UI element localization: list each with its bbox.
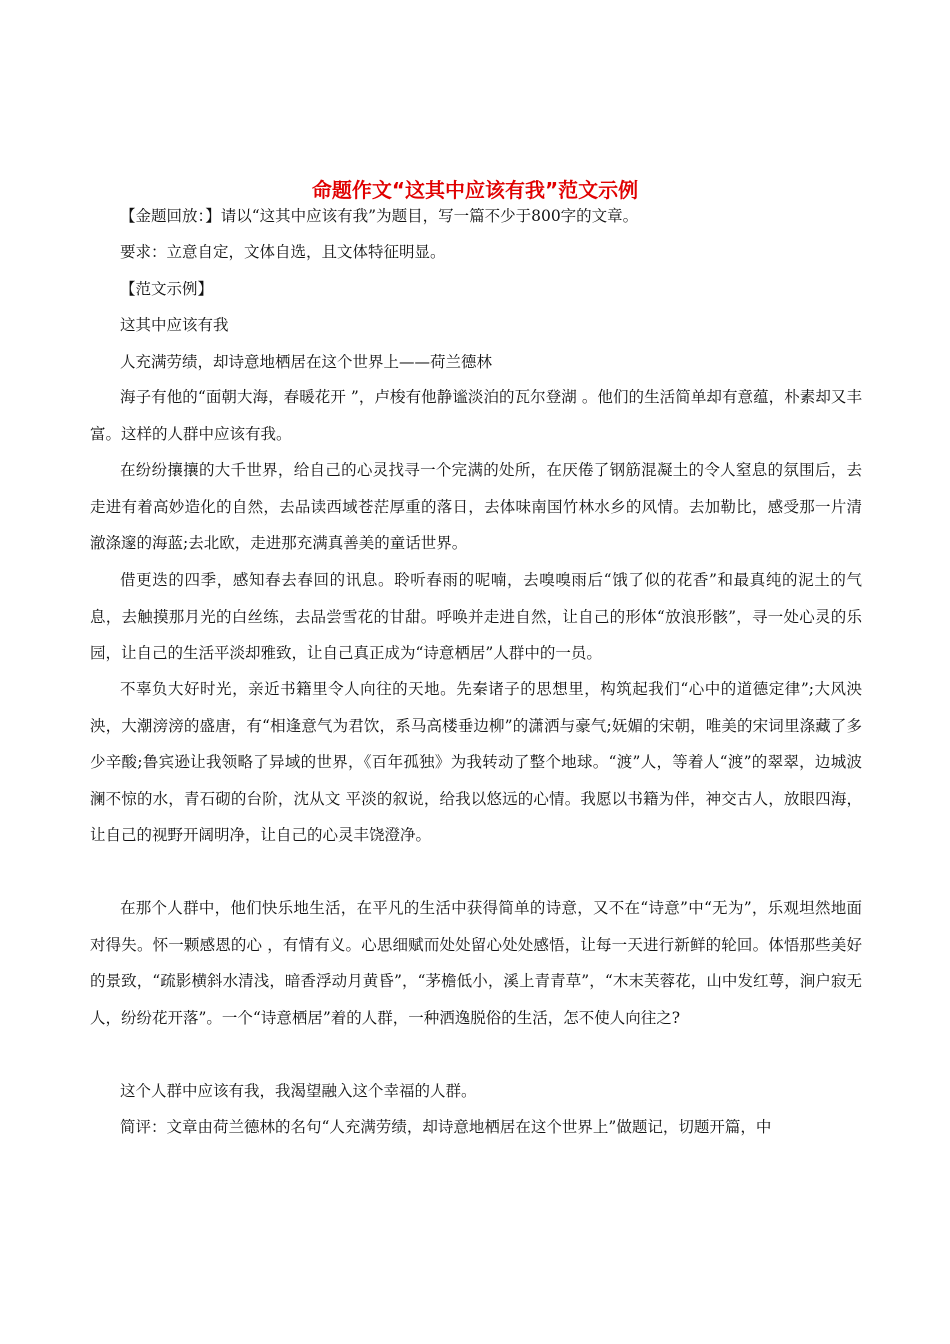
page-title: 命题作文“这其中应该有我”范文示例 — [311, 178, 639, 202]
requirement-line: 要求：立意自定，文体自选，且文体特征明显。 — [120, 243, 446, 261]
essay-paragraph: 这个人群中应该有我，我渴望融入这个幸福的人群。 — [120, 1082, 477, 1100]
prompt-line: 【金题回放：】请以“这其中应该有我”为题目，写一篇不少于800字的文章。 — [120, 207, 639, 225]
epigraph: 人充满劳绩，却诗意地栖居在这个世界上——荷兰德林 — [120, 353, 493, 371]
commentary-paragraph: 简评：文章由荷兰德林的名句“人充满劳绩，却诗意地栖居在这个世界上”做题记，切题开篇，中 — [120, 1118, 772, 1136]
essay-paragraph: 不辜负大好时光，亲近书籍里令人向往的天地。先秦诸子的思想里，构筑起我们“心中的道德定律”;大风泱泱，大潮滂滂的盛唐，有“相逢意气为君饮，系马高楼垂边柳”的潇洒与豪气;妩媚的宋朝，唯美的宋词里涤藏了多少辛酸;鲁宾逊让我领略了异域的世界，《百年孤独》为我转动了整个地球。“渡”人，等着人“渡”的翠翠，边城波澜不惊的水，青石砌的台阶，沈从文 平淡的叙说，给我以悠远的心情。我愿以书籍为伴，神交古人，放眼四海，让自己的视野开阔明净，让自己的心灵丰饶澄净。 — [90, 680, 862, 844]
sample-label: 【范文示例】 — [120, 280, 214, 298]
essay-paragraph: 在那个人群中，他们快乐地生活，在平凡的生活中获得简单的诗意，又不在“诗意”中“无为”，乐观坦然地面对得失。怀一颗感恩的心 ，有情有义。心思细赋而处处留心处处感悟，让每一天进行新鲜的轮回。体悟那些美好的景致，“疏影横斜水清浅，暗香浮动月黄昏”，“茅檐低小，溪上青青草”，“木末芙蓉花，山中发红萼，涧户寂无人，纷纷花开落”。一个“诗意栖居”着的人群，一种洒逸脱俗的生活，怎不使人向往之? — [90, 899, 862, 1027]
essay-paragraph: 借更迭的四季，感知春去春回的讯息。聆听春雨的呢喃，去嗅嗅雨后“饿了似的花香”和最真纯的泥土的气息，去触摸那月光的白丝练，去品尝雪花的甘甜。呼唤并走进自然，让自己的形体“放浪形骸”，寻一处心灵的乐园，让自己的生活平淡却雅致，让自己真正成为“诗意栖居”人群中的一员。 — [90, 571, 862, 662]
essay-paragraph: 在纷纷攘攘的大千世界，给自己的心灵找寻一个完满的处所，在厌倦了钢筋混凝土的令人窒息的氛围后，去走进有着高妙造化的自然，去品读西域苍茫厚重的落日，去体味南国竹林水乡的风情。去加勒比，感受那一片清澈涤邃的海蓝;去北欧，走进那充满真善美的童话世界。 — [90, 461, 862, 552]
essay-title: 这其中应该有我 — [120, 316, 229, 334]
essay-paragraph: 海子有他的“面朝大海，春暖花开 ”，卢梭有他静谧淡泊的瓦尔登湖 。他们的生活简单却有意蕴，朴素却又丰富。这样的人群中应该有我。 — [90, 388, 862, 443]
